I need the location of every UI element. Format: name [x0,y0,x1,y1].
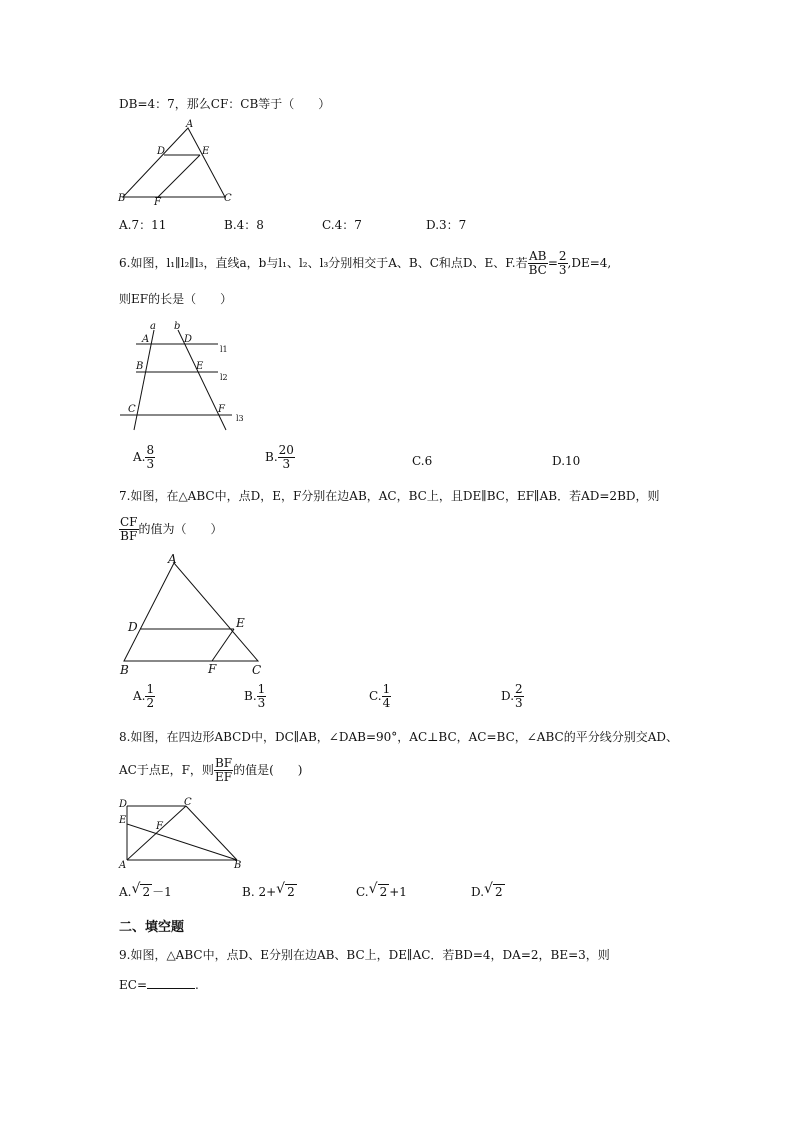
q5-label-a: A [186,119,194,130]
q8-option-a: A. √ 2 －1 [119,881,172,899]
q6-eq: = [547,256,558,270]
q6-fraction-2-3 [558,250,568,277]
q6-frac1-den: BC [528,263,547,277]
q7-option-c: C. $\frac{1}{4}$ [369,682,391,710]
q7-label-e: E [236,616,245,630]
q8-label-e: E [119,815,127,826]
q5-label-b: B [118,193,126,204]
q5-label-d: D [157,146,166,157]
q8-fraction-bf-ef: $\frac{BF}{EF}$ [214,756,233,784]
q6-option-b: B. $\frac{20}{3}$ [265,443,294,471]
q6-stem-a: 6.如图，l₁∥l₂∥l₃，直线a，b与l₁、l₂、l₃分别相交于A、B、C和点D、E、F.若 [119,256,528,270]
q5-option-b: B.4：8 [224,218,264,232]
q6-option-c: C.6 [412,454,433,468]
q7-option-d: D. $\frac{2}{3}$ [501,682,523,710]
q6-label-a-line: a [150,321,156,332]
q6-option-d: D.10 [552,454,581,468]
q9-answer-blank[interactable] [147,976,195,989]
q5-label-e: E [202,146,210,157]
q7-label-f: F [208,662,217,676]
q8-option-c-sqrt: √ 2 [368,881,388,899]
q6-option-b-fraction: $\frac{20}{3}$ [278,443,294,471]
q7-figure [118,553,268,678]
q8-label-b: B [234,860,242,871]
q9-stem: 9.如图，△ABC中，点D、E分别在边AB、BC上，DE∥AC．若BD=4，DA=2，BE=3，则 [119,948,610,962]
q7-label-c: C [252,663,262,677]
section-heading-fill-in: 二、填空题 [119,920,185,935]
q7-fraction-cf-bf: $\frac{CF}{BF}$ [120,515,138,543]
q5-figure [118,118,238,208]
q6-figure [118,320,248,432]
q8-label-a: A [119,860,127,871]
q7-label-d: D [128,620,138,634]
q8-label-c: C [184,797,192,808]
q5-stem: DB=4：7，那么CF：CB等于（ ） [119,97,331,111]
q8-option-d-sqrt: √ 2 [484,881,503,899]
q6-frac2-num: 2 [558,249,567,263]
q6-option-a: A. $\frac{8}{3}$ [133,443,155,471]
q6-label-C: C [128,404,136,415]
q8-stem-line2: AC于点E，F，则 $\frac{BF}{EF}$ 的值是( ) [119,756,303,784]
q7-option-b: B. $\frac{1}{3}$ [244,682,266,710]
q7-label-b: B [120,663,129,677]
q6-label-F: F [218,404,225,415]
q6-label-B: B [136,361,144,372]
q6-label-b-line: b [174,321,181,332]
q6-stem-b: ,DE=4, [567,256,612,270]
q5-option-c: C.4：7 [322,218,362,232]
q6-stem-c: 则EF的长是（ ） [119,292,233,306]
q6-label-D: D [184,334,193,345]
q7-label-a: A [168,552,177,566]
q7-stem: 7.如图，在△ABC中，点D，E，F分别在边AB，AC，BC上，且DE∥BC，EF∥AB．若AD=2BD，则 [119,489,660,503]
q9-stem-line2: EC= . [119,978,199,992]
q6-label-l2: l2 [220,373,228,382]
q7-stem-line2: $\frac{CF}{BF}$ 的值为（ ） [120,515,223,543]
q6-frac1-num: AB [528,249,547,263]
q6-stem-line1 [119,248,611,278]
q5-label-c: C [224,193,232,204]
q6-label-l3: l3 [236,414,244,423]
q8-option-b-sqrt: √ 2 [276,881,295,899]
q5-label-f: F [154,197,161,208]
q8-option-a-sqrt: √ 2 [131,881,151,899]
q8-label-f: F [156,821,163,832]
q8-stem: 8.如图，在四边形ABCD中，DC∥AB，∠DAB=90°，AC⊥BC，AC=BC，∠ABC的平分线分别交AD、 [119,730,678,744]
q8-option-c: C. √ 2 +1 [356,881,407,899]
q6-label-l1: l1 [220,345,228,354]
q8-label-d: D [119,799,128,810]
q7-option-a: A. $\frac{1}{2}$ [133,682,155,710]
q8-option-b: B. 2+ √ 2 [242,881,295,899]
q6-label-E: E [196,361,204,372]
q6-label-A: A [142,334,150,345]
q6-option-a-fraction: $\frac{8}{3}$ [146,443,155,471]
q5-option-d: D.3：7 [426,218,467,232]
q8-option-d: D. √ 2 [471,881,503,899]
q6-fraction-ab-bc [528,250,548,277]
q8-figure [118,794,248,872]
q6-frac2-den: 3 [558,263,567,277]
q5-option-a: A.7：11 [119,218,167,232]
